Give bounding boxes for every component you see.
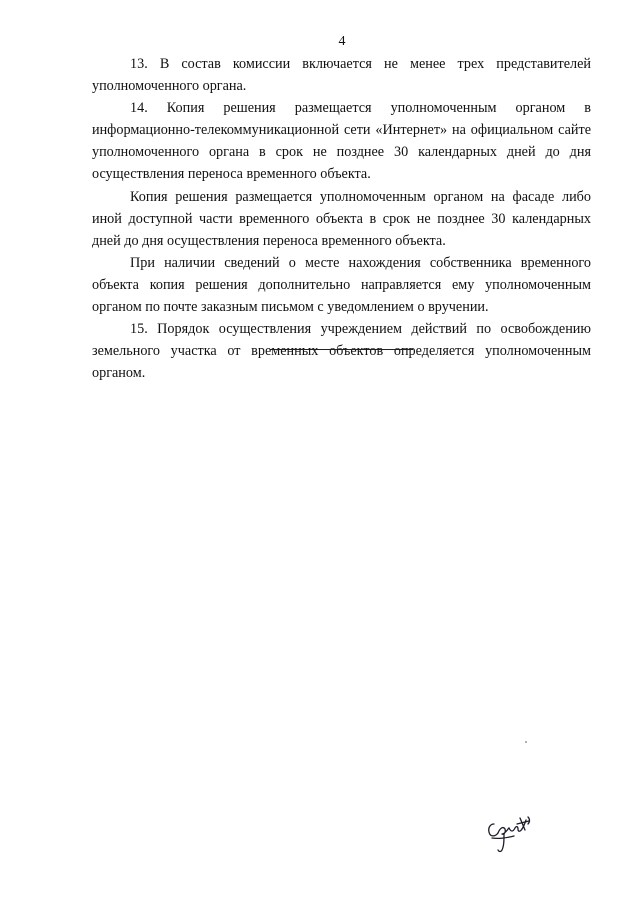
- scan-speck: [525, 741, 527, 743]
- page-number: 4: [338, 34, 346, 49]
- paragraph-facade-copy: Копия решения размещается уполномоченным органом на фасаде либо иной доступной части временного объекта в срок не позднее 30 календарных дней до дня осуществления переноса временного объекта.: [92, 188, 591, 249]
- paragraph-item-13: 13. В состав комиссии включается не менее трех представителей уполномоченного органа.: [92, 56, 591, 95]
- end-divider-line: [270, 349, 413, 350]
- paragraph-owner-notice: При наличии сведений о месте нахождения собственника временного объекта копия решения дополнительно направляется ему уполномоченным органом по почте заказным письмом с уведомлением о вручении.: [92, 254, 591, 316]
- paragraph-item-14: 14. Копия решения размещается уполномоченным органом в информационно-телекоммуникационной сети «Интернет» на официальном сайте уполномоченного органа в срок не позднее 30 календарных дней до дня осуществления переноса временного объекта.: [92, 100, 591, 183]
- document-body: [92, 53, 591, 384]
- paragraph-item-15: 15. Порядок осуществления учреждением действий по освобождению земельного участка от временных объектов определяется уполномоченным органом.: [92, 321, 591, 382]
- signature-mark: [484, 812, 534, 858]
